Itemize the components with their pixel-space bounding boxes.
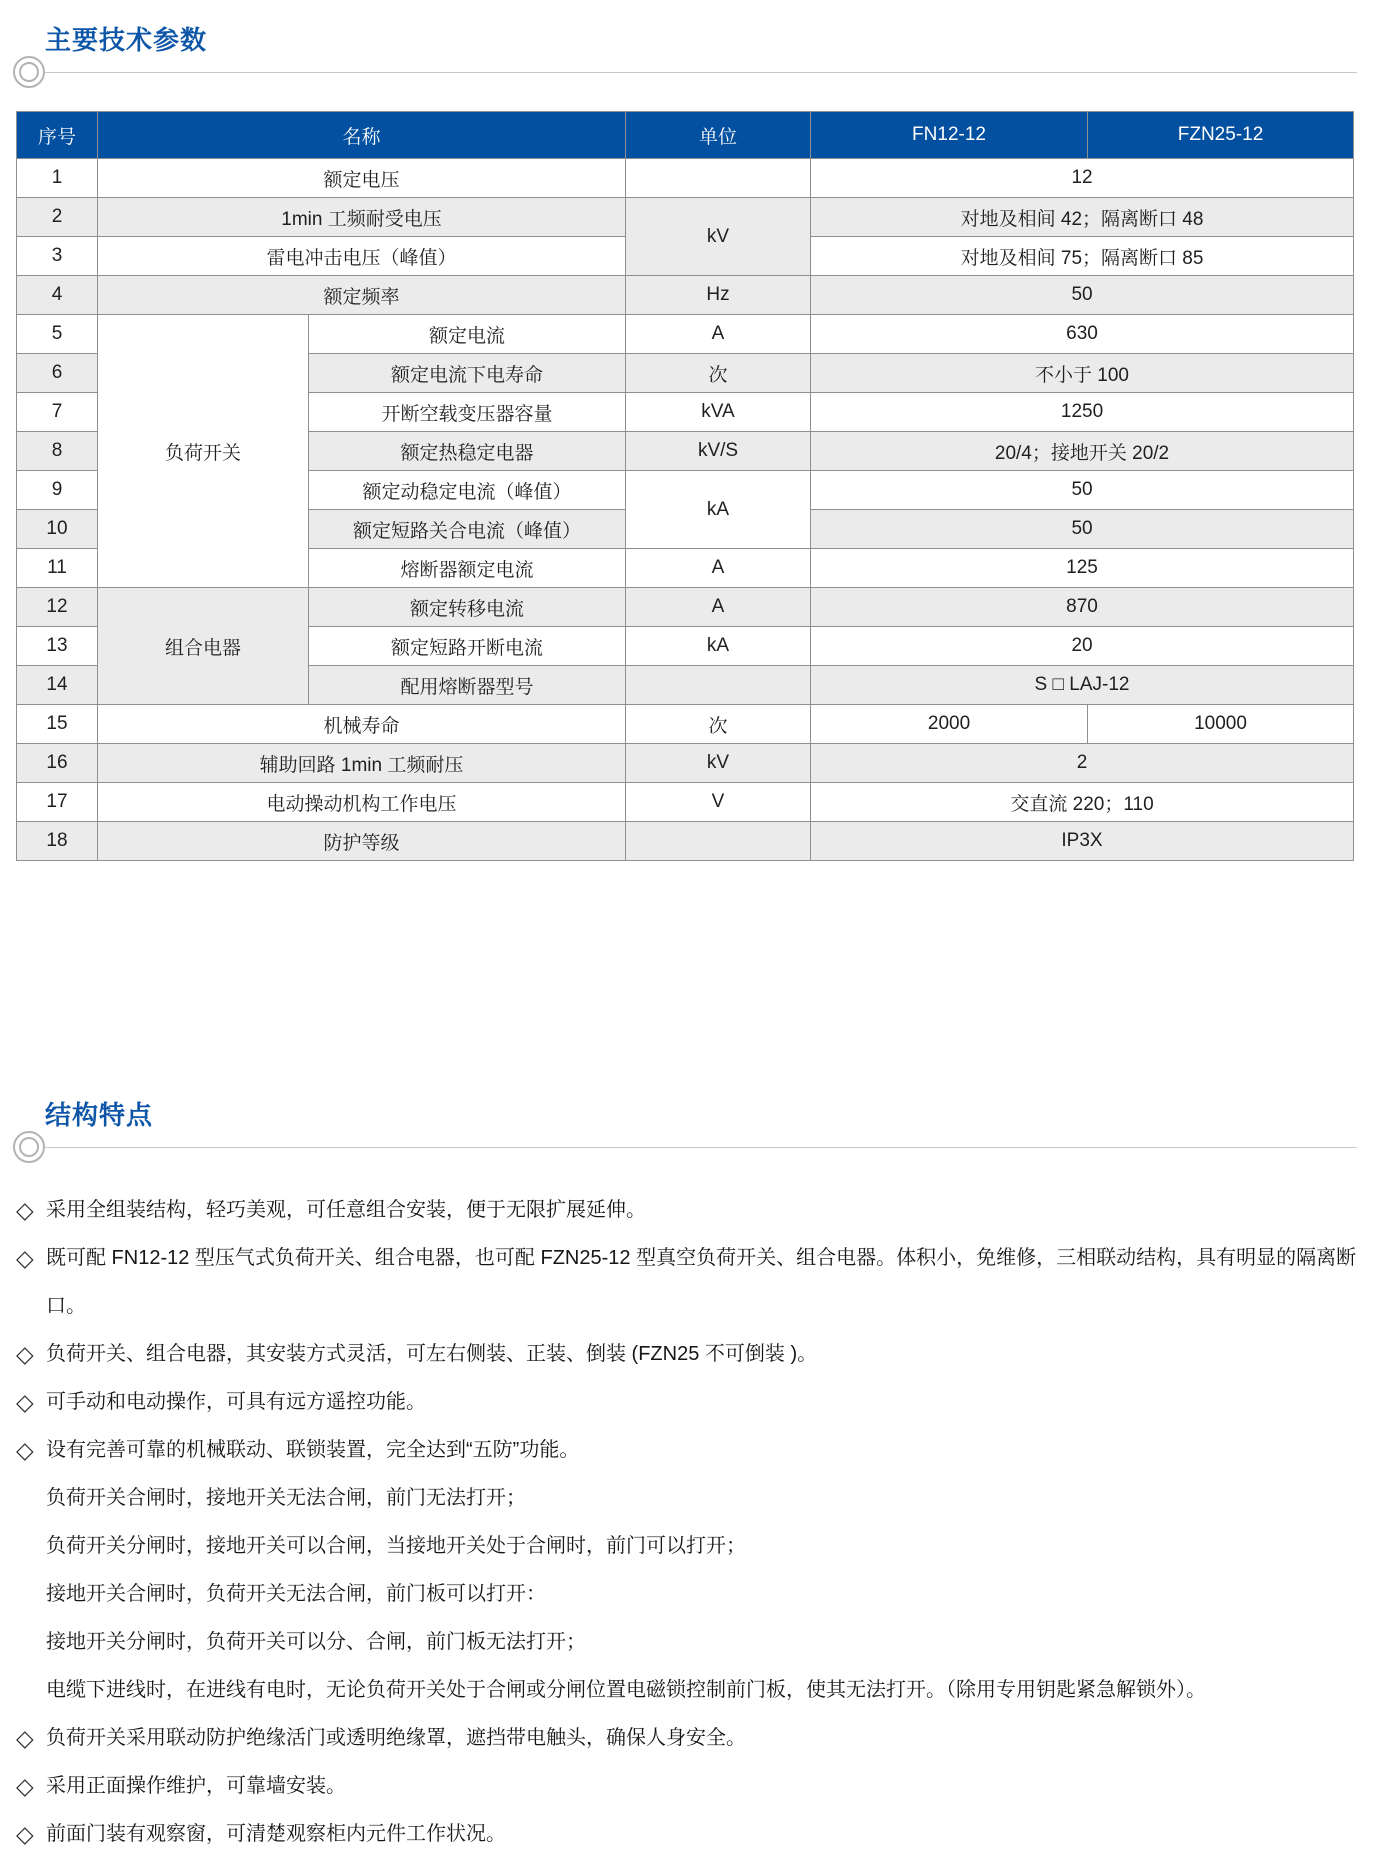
diamond-bullet-icon: ◇ [16, 1197, 34, 1223]
unit-cell [626, 159, 811, 198]
header-name: 名称 [98, 112, 626, 159]
header-no: 序号 [17, 112, 98, 159]
value-cell: 630 [811, 315, 1354, 354]
section-divider [0, 1130, 1373, 1164]
param-group-cell-load-switch: 负荷开关 [98, 315, 309, 588]
feature-item [16, 1426, 1357, 1474]
param-name-cell: 额定短路开断电流 [309, 627, 626, 666]
table-row [17, 315, 1354, 354]
param-name-cell: 额定电流 [309, 315, 626, 354]
param-group-cell-combined-apparatus: 组合电器 [98, 588, 309, 705]
value-fn-cell: 2000 [811, 705, 1088, 744]
feature-text: 负荷开关合闸时，接地开关无法合闸，前门无法打开； [46, 1487, 526, 1509]
param-name-cell: 机械寿命 [98, 705, 626, 744]
section-title-structure-features: 结构特点 [45, 1100, 154, 1130]
unit-cell: A [626, 588, 811, 627]
table-row [17, 159, 1354, 198]
param-name-cell: 额定转移电流 [309, 588, 626, 627]
param-name-cell: 额定短路关合电流（峰值） [309, 510, 626, 549]
param-name-cell: 开断空载变压器容量 [309, 393, 626, 432]
unit-cell: 次 [626, 705, 811, 744]
param-name-cell: 额定热稳定电器 [309, 432, 626, 471]
row-number-cell: 3 [17, 237, 98, 276]
value-cell: 1250 [811, 393, 1354, 432]
param-name-cell: 额定动稳定电流（峰值） [309, 471, 626, 510]
row-number-cell: 15 [17, 705, 98, 744]
header-unit: 单位 [626, 112, 811, 159]
table-row [17, 276, 1354, 315]
value-cell: 125 [811, 549, 1354, 588]
row-number-cell: 5 [17, 315, 98, 354]
feature-text: 设有完善可靠的机械联动、联锁装置，完全达到“五防”功能。 [46, 1439, 580, 1461]
value-cell: S □ LAJ-12 [811, 666, 1354, 705]
feature-text: 可手动和电动操作，可具有远方遥控功能。 [46, 1391, 426, 1413]
param-name-cell: 辅助回路 1min 工频耐压 [98, 744, 626, 783]
feature-item [16, 1186, 1357, 1234]
value-cell: 不小于 100 [811, 354, 1354, 393]
diamond-bullet-icon: ◇ [16, 1389, 34, 1415]
diamond-bullet-icon: ◇ [16, 1341, 34, 1367]
table-header-row [17, 112, 1354, 159]
param-name-cell: 配用熔断器型号 [309, 666, 626, 705]
value-cell: 12 [811, 159, 1354, 198]
section-divider [0, 55, 1373, 89]
diamond-bullet-icon: ◇ [16, 1437, 34, 1463]
param-name-cell: 额定电压 [98, 159, 626, 198]
param-name-cell: 熔断器额定电流 [309, 549, 626, 588]
feature-text: 负荷开关采用联动防护绝缘活门或透明绝缘罩，遮挡带电触头，确保人身安全。 [46, 1727, 746, 1749]
param-name-cell: 1min 工频耐受电压 [98, 198, 626, 237]
feature-text: 负荷开关分闸时，接地开关可以合闸，当接地开关处于合闸时，前门可以打开； [46, 1535, 746, 1557]
section-tech-params-header [0, 26, 1373, 89]
feature-text: 接地开关合闸时，负荷开关无法合闸，前门板可以打开： [46, 1583, 546, 1605]
diamond-bullet-icon: ◇ [16, 1725, 34, 1751]
row-number-cell: 17 [17, 783, 98, 822]
ring-decoration-icon [13, 1131, 45, 1163]
param-name-cell: 额定电流下电寿命 [309, 354, 626, 393]
features-list [16, 1186, 1357, 1858]
unit-cell: kA [626, 627, 811, 666]
unit-cell: kA [626, 471, 811, 549]
feature-item [16, 1330, 1357, 1378]
row-number-cell: 8 [17, 432, 98, 471]
feature-text: 前面门装有观察窗，可清楚观察柜内元件工作状况。 [46, 1823, 506, 1845]
feature-item [16, 1234, 1357, 1330]
header-fzn25-12: FZN25-12 [1088, 112, 1354, 159]
table-row [17, 705, 1354, 744]
unit-cell: 次 [626, 354, 811, 393]
section-title-tech-params: 主要技术参数 [45, 25, 208, 55]
ring-inner-icon [19, 1137, 39, 1157]
row-number-cell: 6 [17, 354, 98, 393]
value-cell: 对地及相间 42；隔离断口 48 [811, 198, 1354, 237]
row-number-cell: 18 [17, 822, 98, 861]
row-number-cell: 2 [17, 198, 98, 237]
table-row [17, 822, 1354, 861]
diamond-bullet-icon: ◇ [16, 1773, 34, 1799]
value-cell: 50 [811, 276, 1354, 315]
row-number-cell: 7 [17, 393, 98, 432]
row-number-cell: 11 [17, 549, 98, 588]
unit-cell [626, 666, 811, 705]
param-name-cell: 电动操动机构工作电压 [98, 783, 626, 822]
feature-text: 既可配 FN12-12 型压气式负荷开关、组合电器，也可配 FZN25-12 型真空负荷开关、组合电器。体积小，免维修，三相联动结构，具有明显的隔离断口。 [46, 1247, 1357, 1317]
value-cell: 20 [811, 627, 1354, 666]
value-cell: 对地及相间 75；隔离断口 85 [811, 237, 1354, 276]
unit-cell: Hz [626, 276, 811, 315]
section-divider-line [45, 72, 1357, 73]
row-number-cell: 13 [17, 627, 98, 666]
value-cell: 交直流 220；110 [811, 783, 1354, 822]
feature-item [16, 1810, 1357, 1858]
unit-cell: kV [626, 744, 811, 783]
section-structure-features-header [0, 1101, 1373, 1164]
value-fzn-cell: 10000 [1088, 705, 1354, 744]
diamond-bullet-icon: ◇ [16, 1821, 34, 1847]
tech-params-table [16, 111, 1354, 861]
feature-subitem [16, 1570, 1357, 1618]
feature-item [16, 1378, 1357, 1426]
param-name-cell: 额定频率 [98, 276, 626, 315]
unit-cell: V [626, 783, 811, 822]
unit-cell: A [626, 315, 811, 354]
param-name-cell: 防护等级 [98, 822, 626, 861]
value-cell: 50 [811, 510, 1354, 549]
ring-decoration-icon [13, 56, 45, 88]
feature-text: 接地开关分闸时，负荷开关可以分、合闸，前门板无法打开； [46, 1631, 586, 1653]
feature-text: 电缆下进线时，在进线有电时，无论负荷开关处于合闸或分闸位置电磁锁控制前门板，使其无法打开。（除用专用钥匙紧急解锁外）。 [46, 1679, 1206, 1701]
ring-inner-icon [19, 62, 39, 82]
param-name-cell: 雷电冲击电压（峰值） [98, 237, 626, 276]
feature-text: 采用正面操作维护，可靠墙安装。 [46, 1775, 346, 1797]
table-row [17, 783, 1354, 822]
feature-subitem [16, 1474, 1357, 1522]
row-number-cell: 9 [17, 471, 98, 510]
feature-item [16, 1762, 1357, 1810]
row-number-cell: 4 [17, 276, 98, 315]
feature-text: 采用全组装结构，轻巧美观，可任意组合安装，便于无限扩展延伸。 [46, 1199, 646, 1221]
feature-item [16, 1714, 1357, 1762]
row-number-cell: 10 [17, 510, 98, 549]
feature-text: 负荷开关、组合电器，其安装方式灵活，可左右侧装、正装、倒装 (FZN25 不可倒装 )。 [46, 1343, 818, 1365]
value-cell: IP3X [811, 822, 1354, 861]
unit-cell: kV/S [626, 432, 811, 471]
value-cell: 870 [811, 588, 1354, 627]
diamond-bullet-icon: ◇ [16, 1245, 34, 1271]
feature-subitem [16, 1666, 1357, 1714]
table-row [17, 588, 1354, 627]
header-fn12-12: FN12-12 [811, 112, 1088, 159]
unit-cell: kV [626, 198, 811, 276]
section-divider-line [45, 1147, 1357, 1148]
value-cell: 20/4；接地开关 20/2 [811, 432, 1354, 471]
unit-cell [626, 822, 811, 861]
unit-cell: kVA [626, 393, 811, 432]
row-number-cell: 14 [17, 666, 98, 705]
value-cell: 2 [811, 744, 1354, 783]
value-cell: 50 [811, 471, 1354, 510]
row-number-cell: 16 [17, 744, 98, 783]
row-number-cell: 1 [17, 159, 98, 198]
unit-cell: A [626, 549, 811, 588]
table-row [17, 198, 1354, 237]
row-number-cell: 12 [17, 588, 98, 627]
feature-subitem [16, 1618, 1357, 1666]
feature-subitem [16, 1522, 1357, 1570]
table-row [17, 744, 1354, 783]
